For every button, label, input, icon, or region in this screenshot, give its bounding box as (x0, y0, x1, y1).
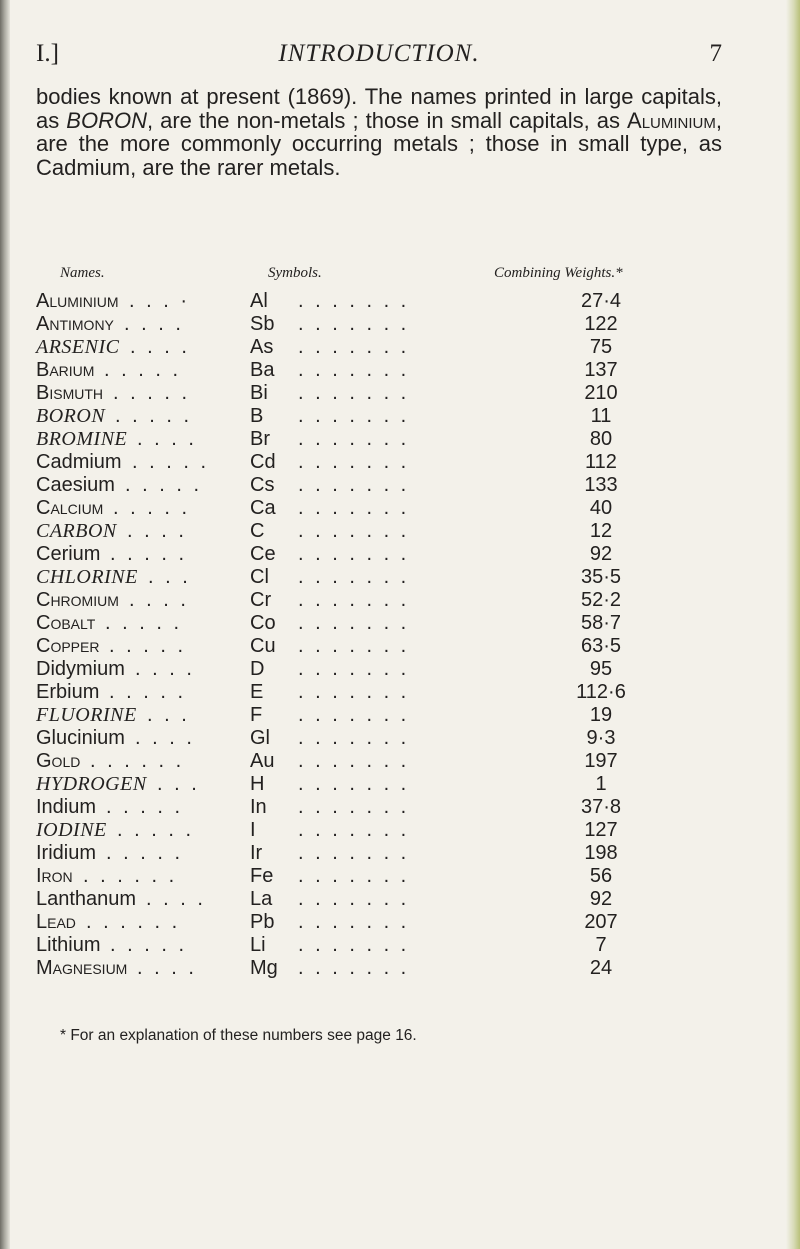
leader-dots: . . . . . . . (298, 934, 410, 956)
table-row (36, 451, 736, 474)
leader-dots: . . . (157, 773, 200, 795)
combining-weight: 12 (589, 520, 613, 542)
element-symbol: Pb (250, 911, 275, 933)
leader-dots: . . . . . . . (298, 566, 410, 588)
leader-dots: . . . . . . . (298, 796, 410, 818)
leader-dots: . . . · (129, 290, 190, 312)
running-title: INTRODUCTION. (278, 40, 480, 67)
combining-weight: 75 (589, 336, 613, 358)
combining-weight: 112·6 (576, 681, 626, 703)
leader-dots: . . . . (135, 727, 195, 749)
leader-dots: . . . . . . . (298, 474, 410, 496)
table-row (36, 842, 736, 865)
table-row (36, 589, 736, 612)
leader-dots: . . . . . . . (298, 428, 410, 450)
leader-dots: . . . . . . . (298, 819, 410, 841)
table-row (36, 796, 736, 819)
leader-dots: . . . . . . . (298, 359, 410, 381)
table-row (36, 382, 736, 405)
combining-weight: 112 (585, 451, 617, 473)
table-row (36, 911, 736, 934)
element-name: Cobalt (36, 612, 96, 634)
element-name: Chromium (36, 589, 119, 611)
leader-dots: . . . . . (106, 842, 184, 864)
leader-dots: . . . . . . . (298, 957, 410, 979)
element-symbol: Cr (250, 589, 272, 611)
element-name: Antimony (36, 313, 114, 335)
table-row (36, 290, 736, 313)
element-symbol: Ba (250, 359, 275, 381)
element-name: CHLORINE (36, 566, 138, 588)
leader-dots: . . . . . . . (298, 911, 410, 933)
element-name: IODINE (36, 819, 107, 841)
leader-dots: . . . . . . . (298, 865, 410, 887)
leader-dots: . . . . . . . (298, 750, 410, 772)
leader-dots: . . . . . . . (298, 704, 410, 726)
table-row (36, 727, 736, 750)
leader-dots: . . . . . . . (298, 497, 410, 519)
element-symbol: F (250, 704, 263, 726)
leader-dots: . . . . . . . (298, 589, 410, 611)
element-symbol: Fe (250, 865, 274, 887)
element-symbol: I (250, 819, 256, 841)
intro-example-common-metal: Aluminium (627, 107, 716, 133)
table-row (36, 612, 736, 635)
element-symbol: Ce (250, 543, 276, 565)
leader-dots: . . . (148, 566, 191, 588)
element-name: Bismuth (36, 382, 104, 404)
element-symbol: Cl (250, 566, 269, 588)
leader-dots: . . . . . (113, 497, 191, 519)
combining-weight: 58·7 (580, 612, 622, 634)
leader-dots: . . . . (124, 313, 184, 335)
table-row (36, 658, 736, 681)
table-row (36, 934, 736, 957)
combining-weight: 35·5 (580, 566, 622, 588)
leader-dots: . . . . . . . (298, 612, 410, 634)
element-symbol: Gl (250, 727, 270, 749)
element-symbol: Mg (250, 957, 278, 979)
page-header (36, 40, 722, 80)
leader-dots: . . . . (130, 336, 190, 358)
element-symbol: Bi (250, 382, 268, 404)
table-row (36, 750, 736, 773)
combining-weight: 9·3 (586, 727, 616, 749)
leader-dots: . . . . . (109, 681, 187, 703)
leader-dots: . . . . . . . (298, 658, 410, 680)
leader-dots: . . . . . . (83, 865, 178, 887)
element-symbol: Cd (250, 451, 276, 473)
leader-dots: . . . . . . . (298, 681, 410, 703)
element-symbol: Cs (250, 474, 275, 496)
combining-weight: 80 (589, 428, 613, 450)
section-number: I.] (36, 40, 59, 67)
table-row (36, 888, 736, 911)
element-symbol: Ir (250, 842, 263, 864)
leader-dots: . . . . . (110, 934, 188, 956)
table-row (36, 865, 736, 888)
intro-paragraph (36, 85, 722, 179)
combining-weight: 52·2 (580, 589, 622, 611)
leader-dots: . . . . . . (86, 911, 181, 933)
element-symbol: Ca (250, 497, 276, 519)
leader-dots: . . . . . . (90, 750, 185, 772)
leader-dots: . . . . . . . (298, 313, 410, 335)
element-symbol: In (250, 796, 267, 818)
combining-weight: 63·5 (580, 635, 622, 657)
table-row (36, 520, 736, 543)
intro-example-nonmetal: BORON (66, 107, 147, 133)
leader-dots: . . . . (135, 658, 195, 680)
leader-dots: . . . . . . . (298, 727, 410, 749)
element-name: Calcium (36, 497, 104, 519)
leader-dots: . . . . . . . (298, 543, 410, 565)
element-name: Didymium (36, 658, 125, 680)
leader-dots: . . . . . (104, 359, 182, 381)
element-name: Caesium (36, 474, 115, 496)
element-symbol: Co (250, 612, 276, 634)
element-name: Gold (36, 750, 81, 772)
combining-weight: 197 (584, 750, 618, 772)
combining-weight: 127 (584, 819, 618, 841)
table-row (36, 773, 736, 796)
element-symbol: As (250, 336, 274, 358)
combining-weight: 27·4 (580, 290, 622, 312)
element-name: ARSENIC (36, 336, 120, 358)
element-symbol: Cu (250, 635, 276, 657)
element-name: BORON (36, 405, 106, 427)
leader-dots: . . . . . . . (298, 405, 410, 427)
element-symbol: D (250, 658, 265, 680)
table-row (36, 313, 736, 336)
element-name: BROMINE (36, 428, 128, 450)
table-row (36, 543, 736, 566)
table-row (36, 336, 736, 359)
element-name: Lanthanum (36, 888, 137, 910)
table-row (36, 428, 736, 451)
element-symbol: B (250, 405, 264, 427)
element-name: Cadmium (36, 451, 122, 473)
leader-dots: . . . . . . . (298, 451, 410, 473)
element-symbol: Br (250, 428, 270, 450)
element-name: CARBON (36, 520, 117, 542)
combining-weight: 56 (589, 865, 613, 887)
element-symbol: Al (250, 290, 268, 312)
table-row (36, 957, 736, 980)
intro-text-2: , are the non-metals ; those in small capitals, as (146, 107, 628, 133)
table-row (36, 359, 736, 382)
element-name: Cerium (36, 543, 101, 565)
page-binding-edge (0, 0, 10, 1249)
element-name: Barium (36, 359, 95, 381)
element-name: Iron (36, 865, 73, 887)
element-symbol: C (250, 520, 265, 542)
leader-dots: . . . . . . . (298, 842, 410, 864)
table-row (36, 681, 736, 704)
table-row (36, 405, 736, 428)
combining-weight: 198 (584, 842, 618, 864)
leader-dots: . . . . . . . (298, 290, 410, 312)
element-name: Copper (36, 635, 100, 657)
element-name: Glucinium (36, 727, 125, 749)
leader-dots: . . . . . (115, 405, 193, 427)
column-header-names: Names. (60, 265, 105, 281)
leader-dots: . . . . . . . (298, 773, 410, 795)
leader-dots: . . . . . . . (298, 635, 410, 657)
leader-dots: . . . . . (105, 612, 183, 634)
page-number: 7 (709, 40, 722, 67)
element-name: Erbium (36, 681, 100, 703)
leader-dots: . . . . . (132, 451, 210, 473)
combining-weight: 24 (589, 957, 613, 979)
element-symbol: La (250, 888, 273, 910)
combining-weight: 7 (595, 934, 607, 956)
leader-dots: . . . . . . . (298, 520, 410, 542)
combining-weight: 207 (584, 911, 618, 933)
element-name: Lead (36, 911, 76, 933)
table-row (36, 704, 736, 727)
elements-table (36, 290, 736, 980)
element-name: Indium (36, 796, 97, 818)
element-name: Lithium (36, 934, 101, 956)
intro-text-1: bodies known at present (1869). The names printed in large capitals, as (36, 84, 722, 133)
column-header-weights: Combining Weights.* (494, 265, 623, 281)
leader-dots: . . . . . (125, 474, 203, 496)
combining-weight: 40 (589, 497, 613, 519)
leader-dots: . . . . (129, 589, 189, 611)
leader-dots: . . . . . (117, 819, 195, 841)
element-symbol: Li (250, 934, 266, 956)
element-name: HYDROGEN (36, 773, 147, 795)
combining-weight: 137 (584, 359, 618, 381)
element-symbol: Sb (250, 313, 275, 335)
table-row (36, 474, 736, 497)
element-symbol: E (250, 681, 264, 703)
leader-dots: . . . . . (109, 635, 187, 657)
combining-weight: 210 (584, 382, 618, 404)
combining-weight: 19 (589, 704, 613, 726)
element-symbol: H (250, 773, 265, 795)
leader-dots: . . . . (137, 957, 197, 979)
leader-dots: . . . . . (106, 796, 184, 818)
table-column-headers (0, 265, 800, 289)
table-row (36, 819, 736, 842)
combining-weight: 92 (589, 543, 613, 565)
combining-weight: 1 (595, 773, 607, 795)
table-row (36, 635, 736, 658)
leader-dots: . . . . . . . (298, 336, 410, 358)
combining-weight: 11 (590, 405, 612, 427)
leader-dots: . . . . . (113, 382, 191, 404)
combining-weight: 133 (584, 474, 618, 496)
page-right-edge (786, 0, 800, 1249)
intro-text-3: , are the more commonly occurring metals ; those in small type, as Cadmium, are the rarer metals. (36, 107, 722, 180)
leader-dots: . . . . (127, 520, 187, 542)
leader-dots: . . . . (146, 888, 206, 910)
leader-dots: . . . . (137, 428, 197, 450)
combining-weight: 95 (589, 658, 613, 680)
column-header-symbols: Symbols. (268, 265, 322, 281)
leader-dots: . . . (147, 704, 190, 726)
footnote: * For an explanation of these numbers see page 16. (60, 1027, 417, 1044)
element-name: Aluminium (36, 290, 119, 312)
element-name: Magnesium (36, 957, 128, 979)
table-row (36, 497, 736, 520)
combining-weight: 122 (584, 313, 618, 335)
leader-dots: . . . . . . . (298, 382, 410, 404)
element-name: Iridium (36, 842, 97, 864)
leader-dots: . . . . . . . (298, 888, 410, 910)
table-row (36, 566, 736, 589)
combining-weight: 37·8 (580, 796, 622, 818)
element-name: FLUORINE (36, 704, 137, 726)
element-symbol: Au (250, 750, 275, 772)
combining-weight: 92 (589, 888, 613, 910)
leader-dots: . . . . . (110, 543, 188, 565)
